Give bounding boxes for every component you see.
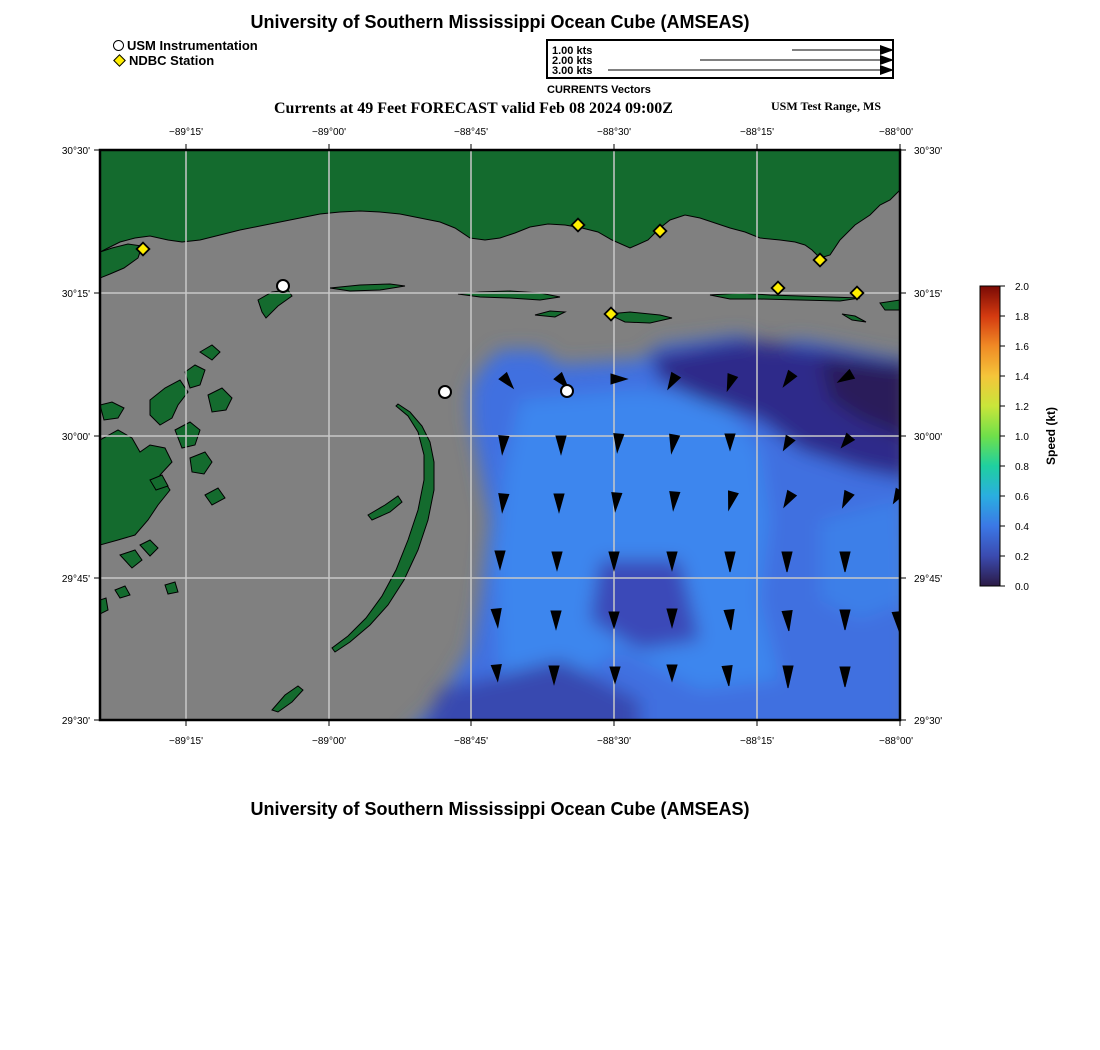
lat-label: 29°30' <box>61 716 90 727</box>
vector-key-label-3: 3.00 kts <box>552 65 593 77</box>
lon-label: −89°00' <box>312 127 346 138</box>
vector-key-caption: CURRENTS Vectors <box>547 84 651 96</box>
lon-label: −89°15' <box>169 127 203 138</box>
colorbar-gradient <box>980 286 1000 586</box>
vector-key-label-2: 2.00 kts <box>552 55 593 67</box>
colorbar-tick: 1.2 <box>1015 402 1029 413</box>
colorbar-tick: 0.2 <box>1015 552 1029 563</box>
forecast-subtitle: Currents at 49 Feet FORECAST valid Feb 08 2024 09:00Z <box>274 100 673 117</box>
map-title: University of Southern Mississippi Ocean Cube (AMSEAS) <box>250 12 750 32</box>
legend-usm-label: USM Instrumentation <box>127 38 258 53</box>
colorbar-tick: 1.0 <box>1015 432 1029 443</box>
vector-key-label-1: 1.00 kts <box>552 45 593 57</box>
speed-colorbar <box>980 282 1058 593</box>
lat-labels-left <box>62 146 90 727</box>
colorbar-tick: 2.0 <box>1015 282 1029 293</box>
lat-label: 30°00' <box>914 432 943 443</box>
lat-label: 29°45' <box>914 574 943 585</box>
colorbar-label: Speed (kt) <box>1044 406 1058 466</box>
lon-labels-bottom <box>169 736 913 747</box>
usm-instrument-marker[interactable] <box>439 386 451 398</box>
range-label: USM Test Range, MS <box>771 99 882 113</box>
lon-label: −88°45' <box>454 127 488 138</box>
lon-label: −88°30' <box>597 736 631 747</box>
lat-label: 30°30' <box>61 146 90 157</box>
colorbar-tick: 1.8 <box>1015 312 1029 323</box>
colorbar-tick: 0.0 <box>1015 582 1029 593</box>
lon-label: −88°15' <box>740 127 774 138</box>
lon-labels-top <box>169 127 913 138</box>
colorbar-tick: 0.6 <box>1015 492 1029 503</box>
lon-label: −88°45' <box>454 736 488 747</box>
lat-label: 30°00' <box>61 432 90 443</box>
lat-label: 29°30' <box>914 716 943 727</box>
lon-label: −89°15' <box>169 736 203 747</box>
usm-instrument-marker[interactable] <box>561 385 573 397</box>
usm-instrument-marker[interactable] <box>277 280 289 292</box>
colorbar-tick: 1.4 <box>1015 372 1029 383</box>
colorbar-tick: 0.8 <box>1015 462 1029 473</box>
lat-label: 30°30' <box>914 146 943 157</box>
legend-ndbc-label: NDBC Station <box>129 53 215 68</box>
colorbar-tick: 1.6 <box>1015 342 1029 353</box>
lat-label: 30°15' <box>914 289 943 300</box>
bottom-title: University of Southern Mississippi Ocean Cube (AMSEAS) <box>250 799 750 819</box>
lat-label: 29°45' <box>61 574 90 585</box>
lat-labels-right <box>914 146 942 727</box>
lon-label: −88°00' <box>879 127 913 138</box>
lat-label: 30°15' <box>61 289 90 300</box>
lon-label: −89°00' <box>312 736 346 747</box>
colorbar-ticks <box>1015 282 1029 593</box>
lon-label: −88°30' <box>597 127 631 138</box>
colorbar-tick: 0.4 <box>1015 522 1029 533</box>
lon-label: −88°00' <box>879 736 913 747</box>
lon-label: −88°15' <box>740 736 774 747</box>
